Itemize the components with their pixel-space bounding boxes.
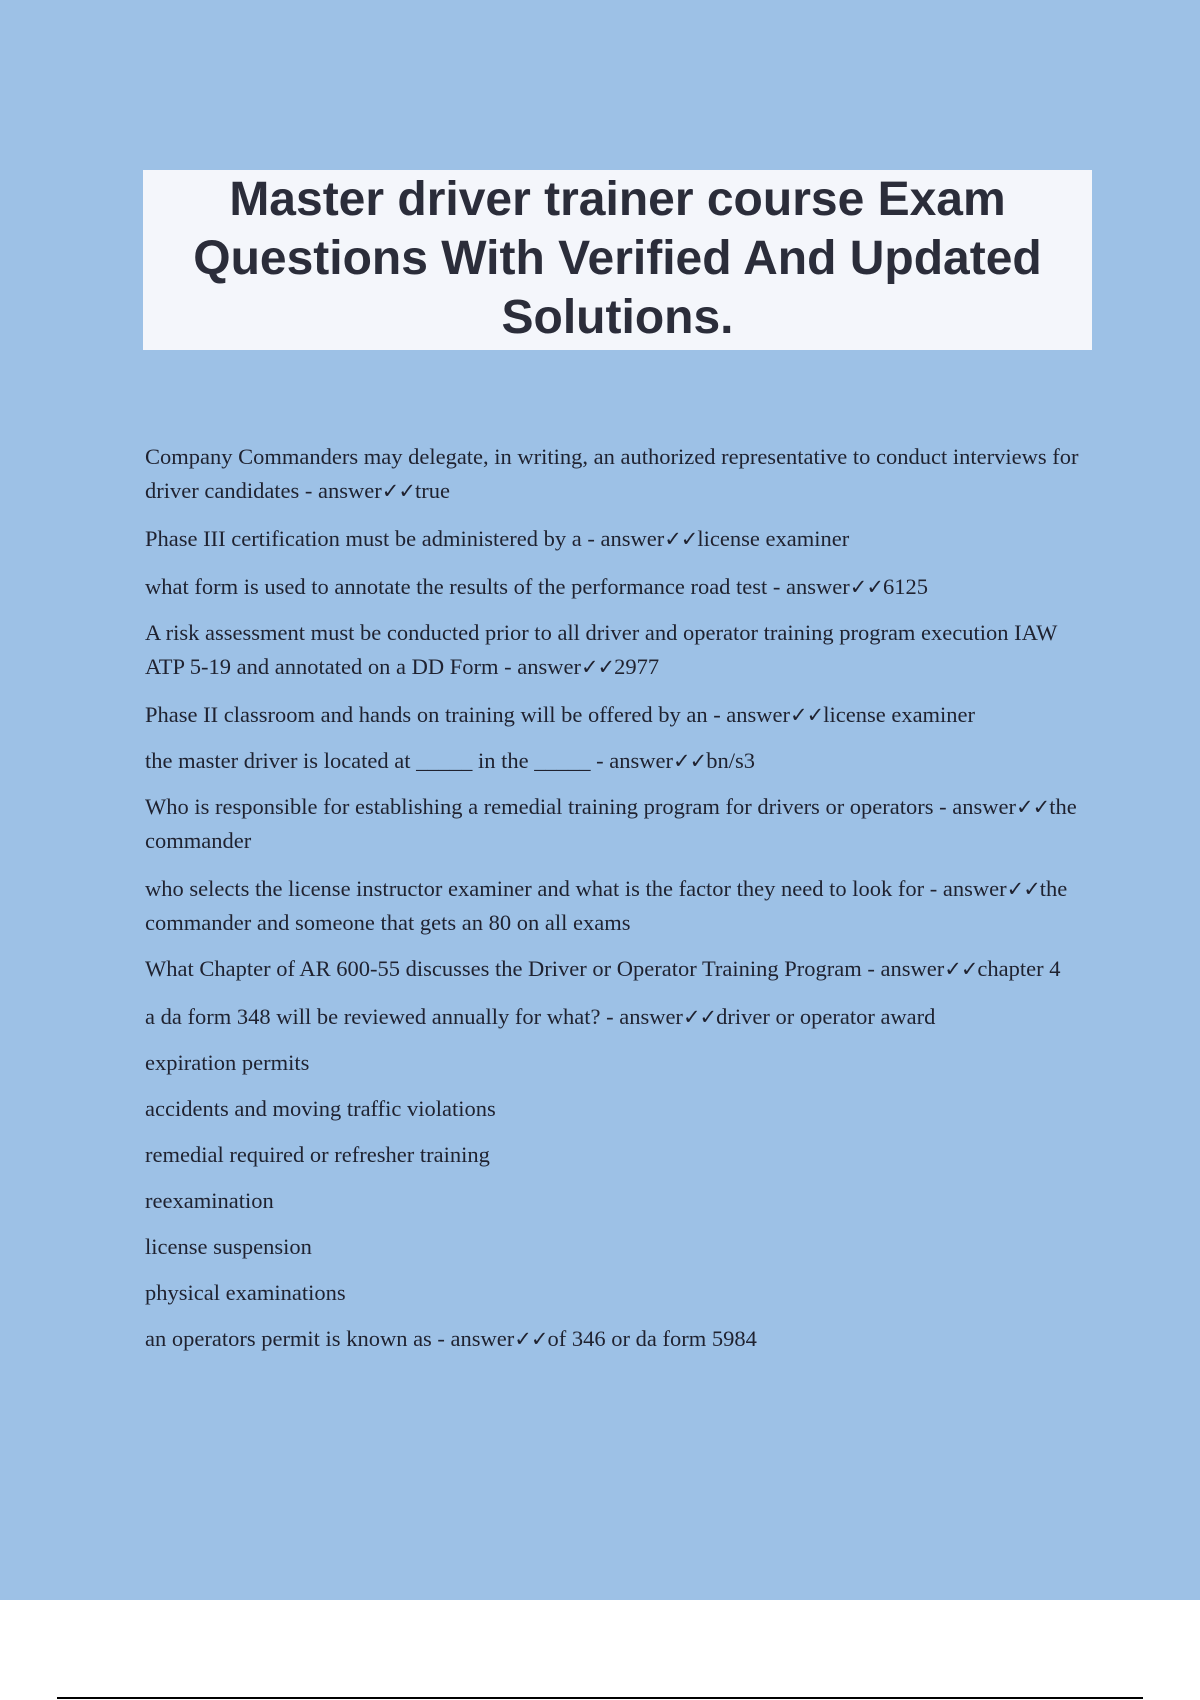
answer-text: true xyxy=(414,478,450,503)
double-check-icon: ✓✓ xyxy=(672,749,707,773)
double-check-icon: ✓✓ xyxy=(1006,877,1040,901)
qa-item xyxy=(145,698,1085,732)
question-text: a da form 348 will be reviewed annually for what? - answer xyxy=(145,1004,683,1029)
document-title: Master driver trainer course Exam Questions With Verified And Updated Solutions. xyxy=(193,172,1042,344)
double-check-icon: ✓✓ xyxy=(664,527,698,551)
double-check-icon: ✓✓ xyxy=(790,703,824,727)
answer-text: the commander and someone that gets an 80 on all exams xyxy=(145,876,1068,935)
qa-item xyxy=(145,522,1085,556)
qa-item xyxy=(145,440,1085,508)
qa-item xyxy=(145,872,1085,940)
double-check-icon: ✓✓ xyxy=(381,479,415,503)
question-text: A risk assessment must be conducted prior to all driver and operator training program execution IAW ATP 5-19 and annotated on a DD Form - answer xyxy=(145,620,1057,679)
answer-text: of 346 or da form 5984 xyxy=(547,1326,757,1351)
question-text: Company Commanders may delegate, in writing, an authorized representative to conduct interviews for driver candidates - answer xyxy=(145,444,1079,503)
qa-item xyxy=(145,790,1085,858)
question-text: Phase III certification must be administered by a - answer xyxy=(145,526,665,551)
qa-content xyxy=(145,440,1085,1356)
footer-divider xyxy=(57,1697,1143,1699)
answer-text: bn/s3 xyxy=(706,748,755,773)
double-check-icon: ✓✓ xyxy=(580,655,615,679)
qa-item xyxy=(145,952,1085,986)
answer-text: the commander xyxy=(145,794,1077,853)
answer-text: 2977 xyxy=(614,654,660,679)
question-text: Who is responsible for establishing a remedial training program for drivers or operators - answer xyxy=(145,794,1016,819)
list-line: physical examinations xyxy=(145,1280,346,1305)
question-text: who selects the license instructor examiner and what is the factor they need to look for - answer xyxy=(145,876,1007,901)
double-check-icon: ✓✓ xyxy=(682,1005,717,1029)
qa-item xyxy=(145,570,1085,604)
answer-text: chapter 4 xyxy=(977,956,1061,981)
qa-item xyxy=(145,744,1085,778)
double-check-icon: ✓✓ xyxy=(944,957,978,981)
list-line: remedial required or refresher training xyxy=(145,1142,490,1167)
list-line: reexamination xyxy=(145,1188,274,1213)
title-box xyxy=(143,170,1092,350)
qa-item xyxy=(145,1322,1085,1356)
list-line: expiration permits xyxy=(145,1050,310,1075)
double-check-icon: ✓✓ xyxy=(849,575,883,599)
qa-item xyxy=(145,1000,1085,1034)
list-line: license suspension xyxy=(145,1234,312,1259)
double-check-icon: ✓✓ xyxy=(514,1327,548,1351)
question-text: an operators permit is known as - answer xyxy=(145,1326,515,1351)
answer-text: 6125 xyxy=(882,574,928,599)
answer-text: license examiner xyxy=(823,702,976,727)
question-text: What Chapter of AR 600-55 discusses the Driver or Operator Training Program - answer xyxy=(145,956,945,981)
answer-text: driver or operator award xyxy=(716,1004,936,1029)
question-text: what form is used to annotate the results of the performance road test - answer xyxy=(145,574,850,599)
list-line: accidents and moving traffic violations xyxy=(145,1096,496,1121)
answer-text: license examiner xyxy=(697,526,850,551)
question-text: Phase II classroom and hands on training will be offered by an - answer xyxy=(145,702,791,727)
double-check-icon: ✓✓ xyxy=(1016,795,1050,819)
question-text: the master driver is located at _____ in the _____ - answer xyxy=(145,748,673,773)
qa-item xyxy=(145,616,1085,684)
